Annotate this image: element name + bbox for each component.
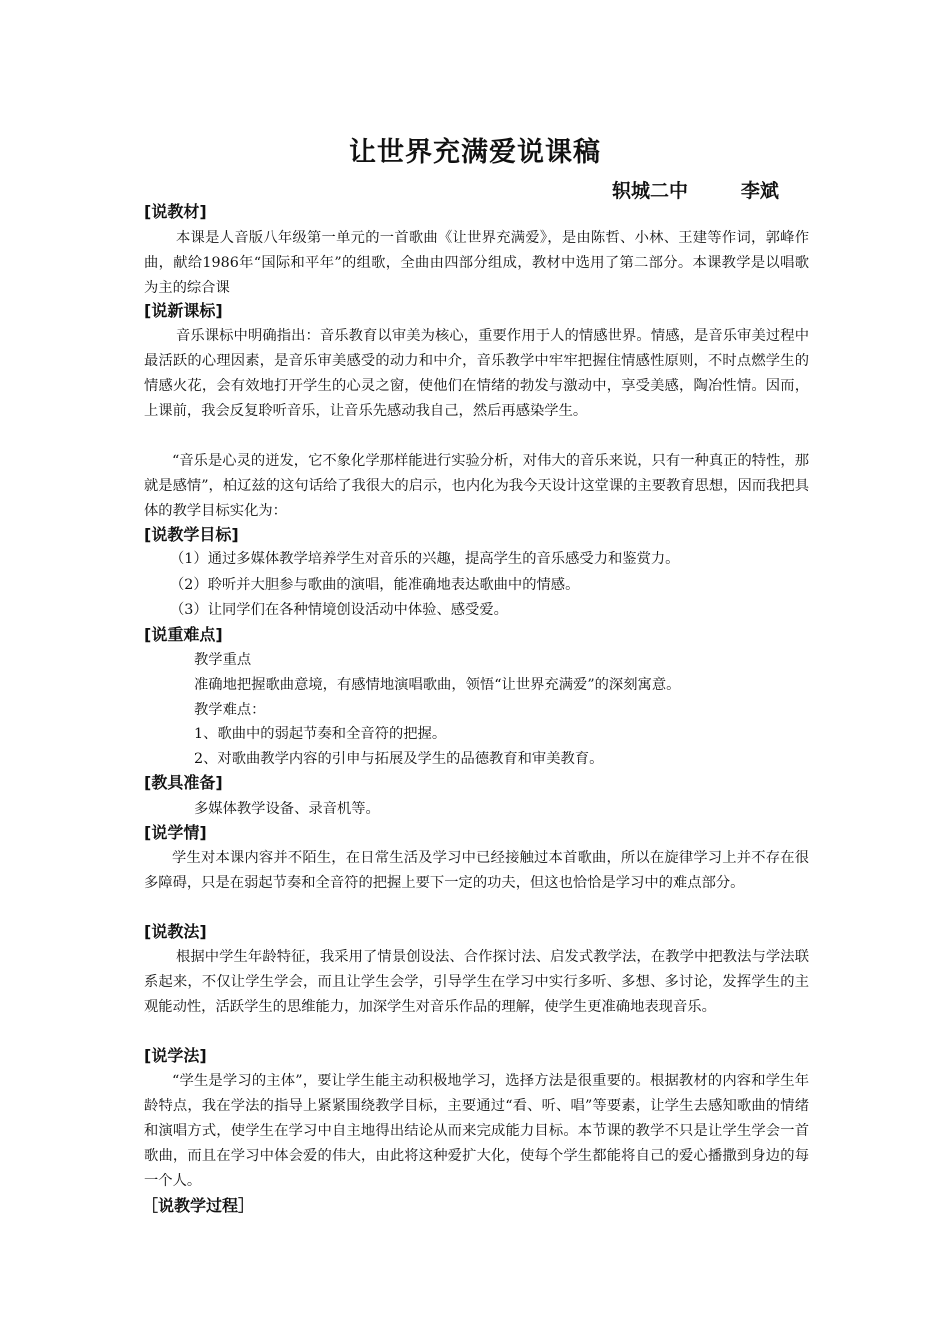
- author-line: 轵城二中 李斌: [612, 180, 779, 202]
- objective-item: （3）让同学们在各种情境创设活动中体验、感受爱。: [170, 602, 508, 618]
- section-heading-textbook: [说教材]: [144, 202, 207, 221]
- objective-item: （2）聆听并大胆参与歌曲的演唱，能准确地表达歌曲中的情感。: [170, 577, 580, 593]
- section-heading-materials: [教具准备]: [144, 773, 223, 792]
- section-heading-curriculum: [说新课标]: [144, 301, 223, 320]
- section-heading-key-points: [说重难点]: [144, 625, 223, 644]
- key-point-line: 2、对歌曲教学内容的引申与拓展及学生的品德教育和审美教育。: [194, 751, 604, 767]
- section-heading-students: [说学情]: [144, 823, 207, 842]
- key-point-line: 教学难点：: [194, 702, 266, 718]
- key-point-line: 准确地把握歌曲意境，有感情地演唱歌曲，领悟“让世界充满爱”的深刻寓意。: [194, 677, 681, 693]
- paragraph-textbook: 本课是人音版八年级第一单元的一首歌曲《让世界充满爱》，是由陈哲、小林、王建等作词，郭峰作曲，献给1986年“国际和平年”的组歌，全曲由四部分组成，教材中选用了第二部分。本课教学是以唱歌为主的综合课: [144, 230, 809, 296]
- objective-item: （1）通过多媒体教学培养学生对音乐的兴趣，提高学生的音乐感受力和鉴赏力。: [170, 551, 680, 567]
- key-point-line: 教学重点: [194, 652, 252, 668]
- key-point-line: 1、歌曲中的弱起节奏和全音符的把握。: [194, 726, 447, 742]
- materials-line: 多媒体教学设备、录音机等。: [194, 801, 380, 817]
- paragraph-curriculum-1: 音乐课标中明确指出：音乐教育以审美为核心，重要作用于人的情感世界。情感，是音乐审美过程中最活跃的心理因素，是音乐审美感受的动力和中介，音乐教学中牢牢把握住情感性原则，不时点燃学生的情感火花，会有效地打开学生的心灵之窗，使他们在情绪的勃发与激动中，享受美感，陶冶性情。因而，上课前，我会反复聆听音乐，让音乐先感动我自己，然后再感染学生。: [144, 328, 809, 419]
- section-heading-process: ［说教学过程］: [142, 1196, 255, 1215]
- paragraph-teaching-method: 根据中学生年龄特征，我采用了情景创设法、合作探讨法、启发式教学法，在教学中把教法与学法联系起来，不仅让学生学会，而且让学生会学，引导学生在学习中实行多听、多想、多讨论，发挥学生的主观能动性，活跃学生的思维能力，加深学生对音乐作品的理解，使学生更准确地表现音乐。: [144, 949, 809, 1015]
- paragraph-learning-method: “学生是学习的主体”，要让学生能主动积极地学习，选择方法是很重要的。根据教材的内容和学生年龄特点，我在学法的指导上紧紧围绕教学目标，主要通过“看、听、唱”等要素，让学生去感知歌曲的情绪和演唱方式，使学生在学习中自主地得出结论从而来完成能力目标。本节课的教学不只是让学生学会一首歌曲，而且在学习中体会爱的伟大，由此将这种爱扩大化，使每个学生都能将自己的爱心播撒到身边的每一个人。: [144, 1073, 809, 1189]
- section-heading-teaching-method: [说教法]: [144, 922, 207, 941]
- section-heading-objectives: [说教学目标]: [144, 525, 239, 544]
- section-heading-learning-method: [说学法]: [144, 1046, 207, 1065]
- paragraph-students: 学生对本课内容并不陌生，在日常生活及学习中已经接触过本首歌曲，所以在旋律学习上并不存在很多障碍，只是在弱起节奏和全音符的把握上要下一定的功夫，但这也恰恰是学习中的难点部分。: [144, 850, 809, 891]
- document-title: 让世界充满爱说课稿: [349, 137, 601, 168]
- paragraph-curriculum-2: “音乐是心灵的迸发，它不象化学那样能进行实验分析，对伟大的音乐来说，只有一种真正的特性，那就是感情”，柏辽兹的这句话给了我很大的启示，也内化为我今天设计这堂课的主要教育思想，因而我把具体的教学目标实化为：: [144, 453, 809, 519]
